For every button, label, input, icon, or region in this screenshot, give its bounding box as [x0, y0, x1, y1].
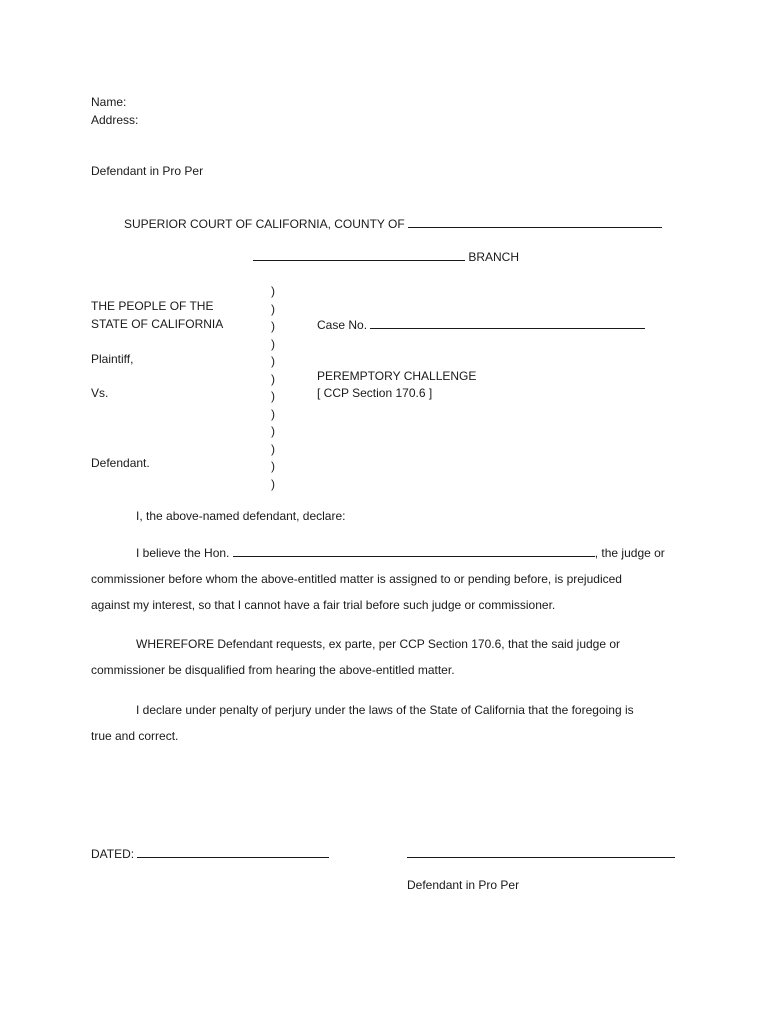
belief-line-3: against my interest, so that I cannot have a fair trial before such judge or commissioner. [91, 598, 556, 612]
county-blank[interactable] [408, 217, 662, 228]
belief-line-1 [91, 540, 681, 566]
perjury-line-1: I declare under penalty of perjury under the laws of the State of California that the foregoing is [136, 703, 634, 717]
paren: ) [271, 389, 275, 403]
branch-blank[interactable] [253, 250, 465, 261]
paren: ) [271, 441, 275, 456]
paren: ) [271, 371, 275, 386]
paren: ) [271, 459, 275, 473]
declare-intro: I, the above-named defendant, declare: [136, 509, 346, 523]
date-blank[interactable] [137, 847, 329, 858]
belief-line-2: commissioner before whom the above-entitled matter is assigned to or pending before, is prejudiced [91, 572, 622, 586]
vs-label: Vs. [91, 386, 109, 400]
name-label: Name: [91, 95, 127, 109]
dated-label: DATED: [91, 847, 135, 861]
wherefore-line-2: commissioner be disqualified from hearing the above-entitled matter. [91, 663, 455, 677]
paren: ) [271, 476, 275, 491]
branch-line [253, 250, 519, 263]
perjury-line-2: true and correct. [91, 729, 179, 743]
paren: ) [271, 301, 275, 316]
paren: ) [271, 319, 275, 333]
people-line-1: THE PEOPLE OF THE [91, 299, 214, 313]
signature-line [407, 847, 675, 860]
case-no-blank[interactable] [370, 318, 645, 329]
paren: ) [271, 406, 275, 421]
court-title-line [124, 217, 662, 230]
address-label: Address: [91, 113, 139, 127]
document-subtitle: [ CCP Section 170.6 ] [317, 386, 433, 400]
paren: ) [271, 336, 275, 351]
paren: ) [271, 284, 275, 298]
case-no-label: Case No. [317, 318, 368, 332]
signature-blank[interactable] [407, 847, 675, 858]
people-line-2: STATE OF CALIFORNIA [91, 317, 224, 331]
belief-prefix: I believe the Hon. [136, 546, 230, 560]
belief-paragraph [91, 540, 681, 618]
dated-line [91, 847, 329, 860]
document-title: PEREMPTORY CHALLENGE [317, 369, 477, 383]
defendant-label: Defendant. [91, 456, 150, 470]
case-no-line [317, 318, 645, 331]
caption-divider [271, 283, 281, 493]
wherefore-line-1: WHEREFORE Defendant requests, ex parte, per CCP Section 170.6, that the said judge or [136, 637, 621, 651]
plaintiff-label: Plaintiff, [91, 352, 134, 366]
perjury-paragraph [91, 697, 681, 749]
judge-name-blank[interactable] [233, 546, 595, 557]
paren: ) [271, 424, 275, 438]
belief-suffix: , the judge or [594, 546, 665, 560]
party-label: Defendant in Pro Per [91, 164, 204, 178]
wherefore-paragraph [91, 631, 681, 683]
signer-label: Defendant in Pro Per [407, 878, 520, 892]
paren: ) [271, 354, 275, 368]
court-title: SUPERIOR COURT OF CALIFORNIA, COUNTY OF [124, 217, 405, 231]
branch-label: BRANCH [468, 250, 520, 264]
